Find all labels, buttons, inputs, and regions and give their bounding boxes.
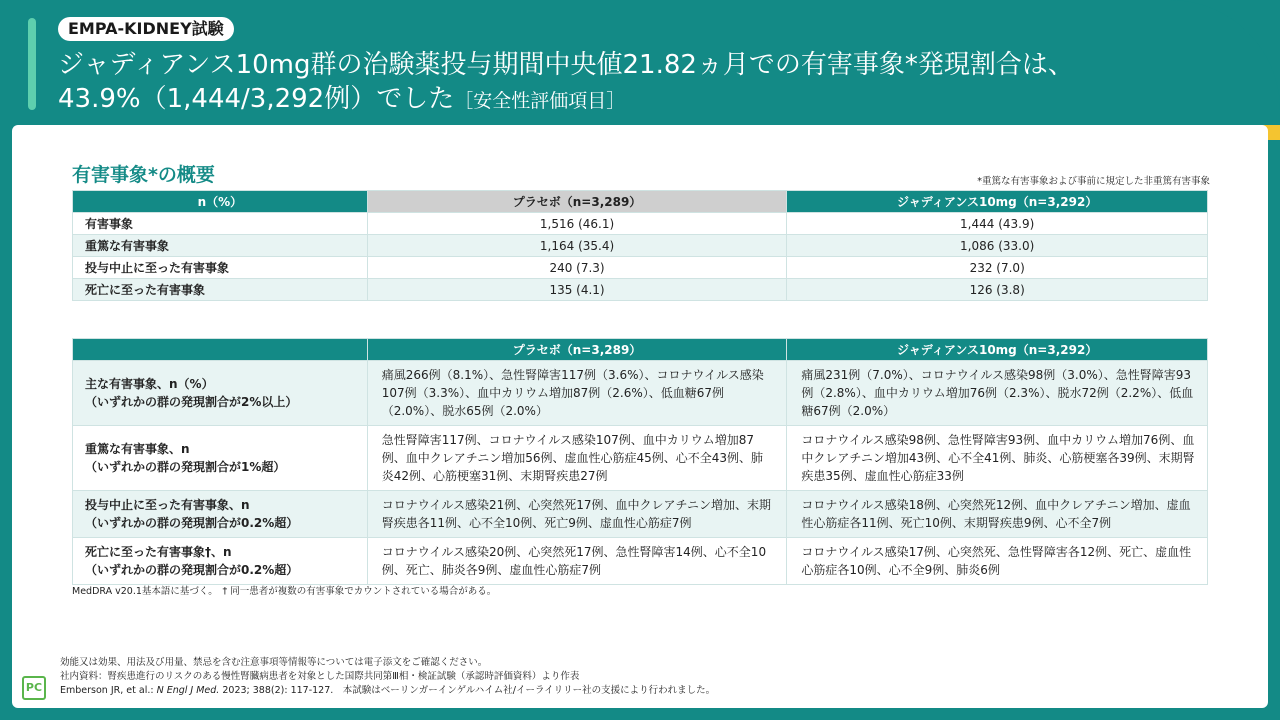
row-label	[73, 426, 368, 491]
details-header-blank	[73, 339, 368, 361]
asterisk-note: *重篤な有害事象および事前に規定した非重篤有害事象	[977, 176, 1210, 187]
citation-rest: 2023; 388(2): 117-127. 本試験はベーリンガーインゲルハイム社/イーライリリー社の支援により行われました。	[219, 685, 716, 696]
row-label: 有害事象	[73, 213, 368, 235]
page-title	[58, 48, 1238, 118]
table-row	[73, 235, 1208, 257]
footer-line-3	[60, 684, 715, 698]
placebo-value: 240 (7.3)	[367, 257, 787, 279]
footer-line-1: 効能又は効果、用法及び用量、禁忌を含む注意事項等情報等については電子添文をご確認ください。	[60, 657, 488, 668]
title-accent-bar	[28, 18, 36, 110]
table-row	[73, 491, 1208, 538]
summary-header-n: n（%）	[73, 191, 368, 213]
table-row	[73, 538, 1208, 585]
row-label-sub: （いずれかの群の発現割合が0.2%超）	[85, 516, 299, 530]
details-header-jardiance: ジャディアンス10mg（n=3,292）	[787, 339, 1208, 361]
row-label	[73, 491, 368, 538]
placebo-events: コロナウイルス感染20例、心突然死17例、急性腎障害14例、心不全10例、死亡、肺炎各9例、虚血性心筋症7例	[367, 538, 787, 585]
table-row	[73, 279, 1208, 301]
row-label-sub: （いずれかの群の発現割合が2%以上）	[85, 395, 298, 409]
jardiance-value: 1,086 (33.0)	[787, 235, 1208, 257]
table-footnote: MedDRA v20.1基本語に基づく。 † 同一患者が複数の有害事象でカウントされている場合がある。	[72, 586, 497, 597]
title-line-1: ジャディアンス10mg群の治験薬投与期間中央値21.82ヵ月での有害事象*発現割合は、	[58, 50, 1074, 80]
study-badge: EMPA-KIDNEY試験	[58, 17, 234, 41]
row-label-main: 投与中止に至った有害事象、n	[85, 498, 250, 512]
citation-journal: N Engl J Med.	[156, 685, 220, 696]
jardiance-events: 痛風231例（7.0%）、コロナウイルス感染98例（3.0%）、急性腎障害93例（2.8%）、血中カリウム増加76例（2.3%）、脱水72例（2.2%）、低血糖67例（2.0%）	[787, 361, 1208, 426]
footer-line-2: 社内資料：腎疾患進行のリスクのある慢性腎臓病患者を対象とした国際共同第Ⅲ相・検証試験（承認時評価資料）より作表	[60, 671, 580, 682]
row-label-main: 死亡に至った有害事象†、n	[85, 545, 232, 559]
jardiance-value: 1,444 (43.9)	[787, 213, 1208, 235]
jardiance-value: 232 (7.0)	[787, 257, 1208, 279]
placebo-value: 1,516 (46.1)	[367, 213, 787, 235]
placebo-events: コロナウイルス感染21例、心突然死17例、血中クレアチニン増加、末期腎疾患各11例、心不全10例、死亡9例、虚血性心筋症7例	[367, 491, 787, 538]
row-label-main: 主な有害事象、n（%）	[85, 377, 214, 391]
details-table	[72, 338, 1208, 585]
details-header-placebo: プラセボ（n=3,289）	[367, 339, 787, 361]
row-label: 重篤な有害事象	[73, 235, 368, 257]
pc-logo-icon: PC	[22, 676, 46, 700]
citation-authors: Emberson JR, et al.:	[60, 685, 157, 696]
jardiance-value: 126 (3.8)	[787, 279, 1208, 301]
title-line-2-main: 43.9%（1,444/3,292例）でした	[58, 84, 455, 114]
jardiance-events: コロナウイルス感染17例、心突然死、急性腎障害各12例、死亡、虚血性心筋症各10例、心不全9例、肺炎6例	[787, 538, 1208, 585]
row-label	[73, 538, 368, 585]
row-label	[73, 361, 368, 426]
table-row	[73, 361, 1208, 426]
row-label: 死亡に至った有害事象	[73, 279, 368, 301]
title-suffix: ［安全性評価項目］	[454, 90, 626, 112]
row-label-main: 重篤な有害事象、n	[85, 442, 190, 456]
table-row	[73, 213, 1208, 235]
summary-header-jardiance: ジャディアンス10mg（n=3,292）	[787, 191, 1208, 213]
table-row	[73, 426, 1208, 491]
table-row	[73, 257, 1208, 279]
footer-notes	[60, 656, 715, 698]
jardiance-events: コロナウイルス感染18例、心突然死12例、血中クレアチニン増加、虚血性心筋症各11例、死亡10例、末期腎疾患9例、心不全7例	[787, 491, 1208, 538]
row-label: 投与中止に至った有害事象	[73, 257, 368, 279]
placebo-events: 急性腎障害117例、コロナウイルス感染107例、血中カリウム増加87例、血中クレアチニン増加56例、虚血性心筋症45例、心不全43例、肺炎42例、心筋梗塞31例、末期腎疾患27例	[367, 426, 787, 491]
title-line-2	[58, 82, 1238, 118]
summary-header-placebo: プラセボ（n=3,289）	[367, 191, 787, 213]
placebo-value: 1,164 (35.4)	[367, 235, 787, 257]
row-label-sub: （いずれかの群の発現割合が0.2%超）	[85, 563, 299, 577]
section-title: 有害事象*の概要	[72, 164, 215, 186]
placebo-events: 痛風266例（8.1%）、急性腎障害117例（3.6%）、コロナウイルス感染107例（3.3%）、血中カリウム増加87例（2.6%）、低血糖67例（2.0%）、脱水65例（2.0%）	[367, 361, 787, 426]
summary-table	[72, 190, 1208, 301]
jardiance-events: コロナウイルス感染98例、急性腎障害93例、血中カリウム増加76例、血中クレアチニン増加43例、心不全41例、肺炎、心筋梗塞各39例、末期腎疾患35例、虚血性心筋症33例	[787, 426, 1208, 491]
row-label-sub: （いずれかの群の発現割合が1%超）	[85, 460, 286, 474]
placebo-value: 135 (4.1)	[367, 279, 787, 301]
